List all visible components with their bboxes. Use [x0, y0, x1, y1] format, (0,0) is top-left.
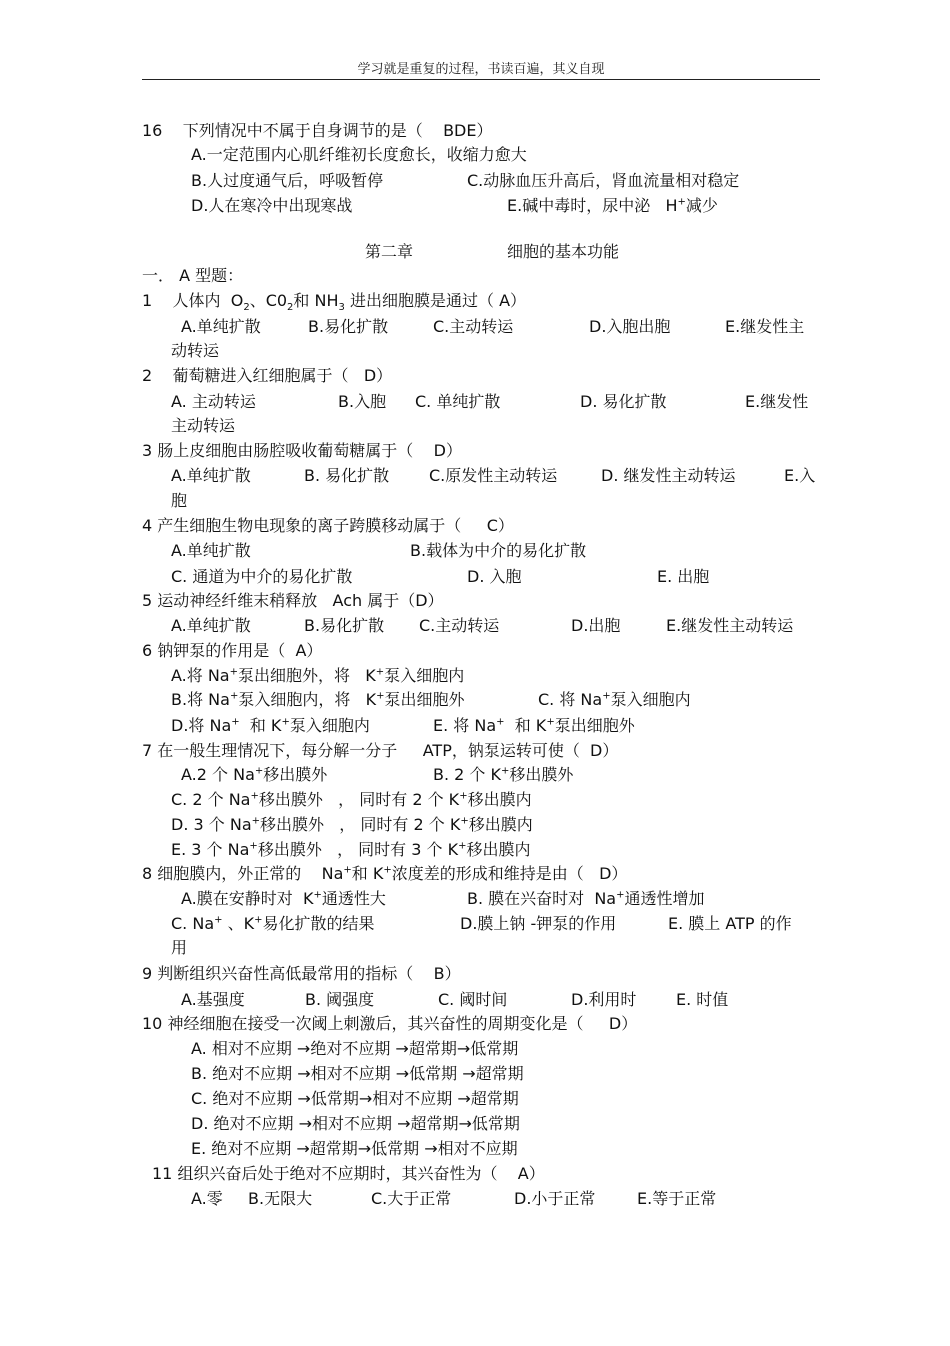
q7-option-a: A.2 个 Na+移出膜外: [181, 765, 328, 784]
q2-option-b: B.入胞: [338, 392, 387, 411]
chapter-title: 细胞的基本功能: [507, 242, 620, 261]
q2-stem: 2 葡萄糖进入红细胞属于（ D）: [142, 366, 393, 385]
q6-option-a: A.将 Na+泵出细胞外，将 K+泵入细胞内: [171, 666, 465, 685]
section-heading: 一． A 型题：: [142, 266, 244, 285]
q1-option-b: B.易化扩散: [308, 317, 389, 336]
q7-option-d: D. 3 个 Na+移出膜外 ， 同时有 2 个 K+移出膜内: [171, 815, 533, 834]
q9-option-b: B. 阈强度: [305, 990, 375, 1009]
q4-option-c: C. 通道为中介的易化扩散: [171, 567, 353, 586]
q4-option-d: D. 入胞: [467, 567, 522, 586]
q16-option-c: C.动脉血压升高后，肾血流量相对稳定: [467, 171, 740, 190]
q3-option-e: E.入: [784, 466, 816, 485]
q8-stem: 8 细胞膜内，外正常的 Na+和 K+浓度差的形成和维持是由（ D）: [142, 864, 628, 883]
q9-option-c: C. 阈时间: [438, 990, 508, 1009]
q10-option-c: C. 绝对不应期 →低常期→相对不应期 →超常期: [191, 1089, 519, 1108]
q16-option-a: A.一定范围内心肌纤维初长度愈长，收缩力愈大: [191, 145, 527, 164]
q2-option-c: C. 单纯扩散: [415, 392, 501, 411]
q5-option-e: E.继发性主动转运: [666, 616, 794, 635]
q10-option-a: A. 相对不应期 →绝对不应期 →超常期→低常期: [191, 1039, 519, 1058]
q5-option-a: A.单纯扩散: [171, 616, 251, 635]
q9-stem: 9 判断组织兴奋性高低最常用的指标（ B）: [142, 964, 461, 983]
q8-option-e: E. 膜上 ATP 的作: [668, 914, 792, 933]
q11-stem: 11 组织兴奋后处于绝对不应期时，其兴奋性为（ A）: [152, 1164, 545, 1183]
q9-option-a: A.基强度: [181, 990, 245, 1009]
q11-option-b: B.无限大: [248, 1189, 313, 1208]
q6-option-e: E. 将 Na+ 和 K+泵出细胞外: [433, 716, 635, 735]
q4-option-a: A.单纯扩散: [171, 541, 251, 560]
q7-option-b: B. 2 个 K+移出膜外: [433, 765, 574, 784]
q3-option-a: A.单纯扩散: [171, 466, 251, 485]
q16-option-d: D.人在寒冷中出现寒战: [191, 196, 353, 215]
q7-stem: 7 在一般生理情况下，每分解一分子 ATP，钠泵运转可使（ D）: [142, 741, 619, 760]
q5-stem: 5 运动神经纤维末稍释放 Ach 属于（D）: [142, 591, 444, 610]
q16-option-b: B.人过度通气后，呼吸暂停: [191, 171, 384, 190]
q6-option-c: C. 将 Na+泵入细胞内: [538, 690, 691, 709]
q5-option-c: C.主动转运: [419, 616, 500, 635]
q8-option-c: C. Na+ 、K+易化扩散的结果: [171, 914, 375, 933]
q8-option-b: B. 膜在兴奋时对 Na+通透性增加: [467, 889, 705, 908]
q3-option-c: C.原发性主动转运: [429, 466, 558, 485]
q4-stem: 4 产生细胞生物电现象的离子跨膜移动属于（ C）: [142, 516, 514, 535]
q11-option-d: D.小于正常: [514, 1189, 596, 1208]
q7-option-c: C. 2 个 Na+移出膜外 ， 同时有 2 个 K+移出膜内: [171, 790, 532, 809]
q2-option-a: A. 主动转运: [171, 392, 256, 411]
q1-option-c: C.主动转运: [433, 317, 514, 336]
q6-option-b: B.将 Na+泵入细胞内，将 K+泵出细胞外: [171, 690, 465, 709]
q10-option-d: D. 绝对不应期 →相对不应期 →超常期→低常期: [191, 1114, 520, 1133]
q7-option-e: E. 3 个 Na+移出膜外 ， 同时有 3 个 K+移出膜内: [171, 840, 531, 859]
q3-option-d: D. 继发性主动转运: [601, 466, 736, 485]
q8-option-a: A.膜在安静时对 K+通透性大: [181, 889, 386, 908]
q6-stem: 6 钠钾泵的作用是（ A）: [142, 641, 323, 660]
q10-option-e: E. 绝对不应期 →超常期→低常期 →相对不应期: [191, 1139, 518, 1158]
q1-option-a: A.单纯扩散: [181, 317, 261, 336]
q3-option-b: B. 易化扩散: [304, 466, 390, 485]
q10-stem: 10 神经细胞在接受一次阈上刺激后，其兴奋性的周期变化是（ D）: [142, 1014, 638, 1033]
q11-option-a: A.零: [191, 1189, 223, 1208]
q4-option-e: E. 出胞: [657, 567, 710, 586]
q9-option-e: E. 时值: [676, 990, 729, 1009]
chapter-number: 第二章: [365, 242, 414, 261]
q11-option-c: C.大于正常: [371, 1189, 452, 1208]
q16-option-e: E.碱中毒时，尿中泌 H+减少: [507, 196, 718, 215]
q10-option-b: B. 绝对不应期 →相对不应期 →低常期 →超常期: [191, 1064, 524, 1083]
q1-option-e-cont: 动转运: [171, 341, 220, 360]
q4-option-b: B.载体为中介的易化扩散: [410, 541, 587, 560]
q8-option-d: D.膜上钠 -钾泵的作用: [460, 914, 617, 933]
q16-answer: BDE）: [443, 121, 493, 140]
page-header: 学习就是重复的过程，书读百遍，其义自现: [357, 62, 605, 77]
q9-option-d: D.利用时: [571, 990, 637, 1009]
q3-stem: 3 肠上皮细胞由肠腔吸收葡萄糖属于（ D）: [142, 441, 462, 460]
q1-stem: 1 人体内 $O_2$、$C0_2$和 $NH_3$ 进出细胞膜是通过（ A）: [142, 291, 527, 314]
header-rule: [142, 79, 820, 80]
q8-option-e-cont: 用: [171, 938, 188, 957]
q5-option-d: D.出胞: [571, 616, 621, 635]
q11-option-e: E.等于正常: [637, 1189, 717, 1208]
q1-option-d: D.入胞出胞: [589, 317, 671, 336]
q6-option-d: D.将 Na+ 和 K+泵入细胞内: [171, 716, 370, 735]
q16-stem: 16 下列情况中不属于自身调节的是（ BDE）: [142, 121, 493, 140]
q2-option-e: E.继发性: [745, 392, 809, 411]
q5-option-b: B.易化扩散: [304, 616, 385, 635]
q2-option-e-cont: 主动转运: [171, 416, 236, 435]
q1-option-e: E.继发性主: [725, 317, 805, 336]
q2-option-d: D. 易化扩散: [580, 392, 667, 411]
q3-option-e-cont: 胞: [171, 491, 188, 510]
